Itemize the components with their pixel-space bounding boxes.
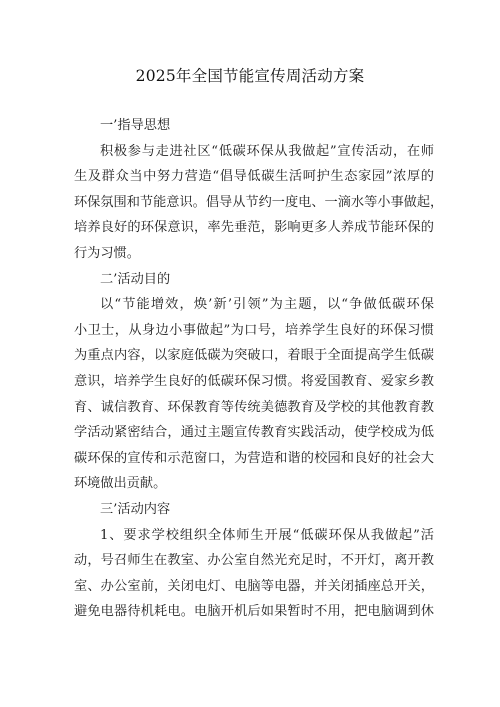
paragraph-line: 环境做出贡献。 [74, 476, 167, 492]
paragraph-line: 室、办公室前，关闭电灯、电脑等电器，并关闭插座总开关， [74, 578, 434, 594]
paragraph-line: 避免电器待机耗电。电脑开机后如果暂时不用，把电脑调到休 [74, 604, 434, 620]
paragraph-line: 碳环保的宣传和示范窗口，为营造和谐的校园和良好的社会大 [74, 450, 434, 466]
paragraph-line: 为重点内容，以家庭低碳为突破口，着眼于全面提高学生低碳 [74, 348, 434, 364]
section-heading: 三’活动内容 [100, 501, 171, 517]
section-heading: 二’活动目的 [100, 271, 171, 287]
document-body [74, 113, 444, 625]
paragraph-line: 小卫士，从身边小事做起”为口号，培养学生良好的环保习惯 [74, 322, 434, 338]
paragraph-line: 积极参与走进社区“低碳环保从我做起”宣传活动，在师 [100, 143, 434, 159]
paragraph-line: 行为习惯。 [74, 245, 140, 261]
paragraph-line: 动，号召师生在教室、办公室自然光充足时，不开灯，离开教 [74, 553, 434, 569]
section-heading: 一’指导思想 [100, 118, 171, 133]
paragraph-line: 生及群众当中努力营造“倡导低碳生活呵护生态家园”浓厚的 [74, 169, 434, 185]
paragraph-line: 以“节能增效，焕’新’引领”为主题，以“争做低碳环保 [100, 297, 434, 313]
paragraph-line: 培养良好的环保意识，率先垂范，影响更多人养成节能环保的 [74, 220, 434, 236]
paragraph-line: 育、诚信教育、环保教育等传统美德教育及学校的其他教育教 [74, 399, 434, 415]
paragraph-line: 环保氛围和节能意识。倡导从节约一度电、一滴水等小事做起， [74, 194, 444, 210]
paragraph-line: 1、要求学校组织全体师生开展“低碳环保从我做起”活 [100, 527, 434, 543]
paragraph-line: 意识，培养学生良好的低碳环保习惯。将爱国教育、爱家乡教 [74, 373, 434, 389]
document-title: 2025年全国节能宣传周活动方案 [135, 67, 365, 85]
paragraph-line: 学活动紧密结合，通过主题宣传教育实践活动，使学校成为低 [74, 425, 434, 441]
